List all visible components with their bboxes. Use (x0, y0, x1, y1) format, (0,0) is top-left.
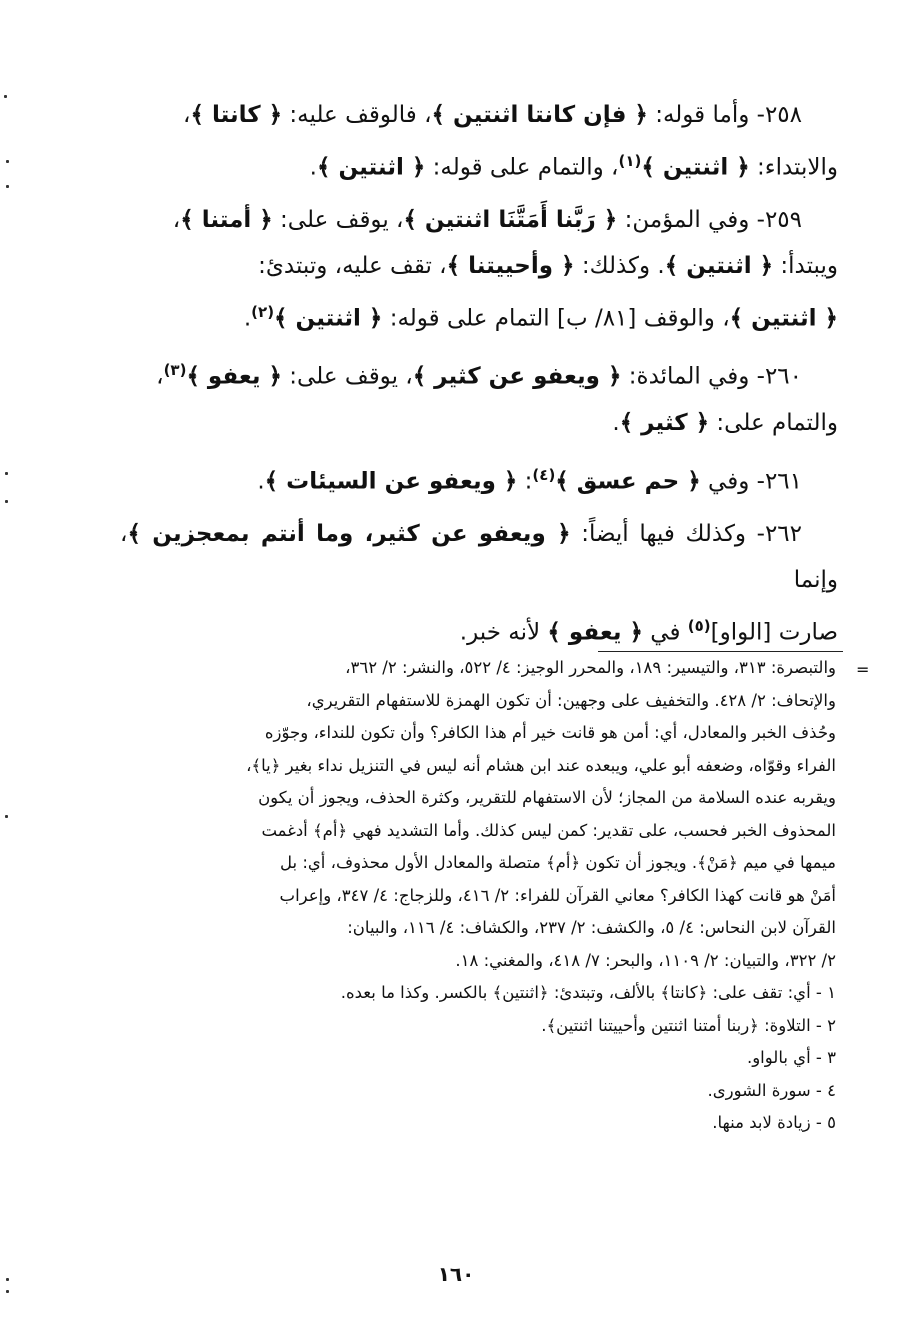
entry-3 (120, 452, 838, 505)
entry-line (120, 347, 838, 400)
quran-quote: ﴿ يعفو ﴾ (186, 363, 282, 390)
scan-speck (5, 472, 8, 475)
footnote-ref: (١) (618, 152, 642, 170)
text-run: : (517, 468, 533, 495)
footnote-line: ٤ - سورة الشورى. (707, 1080, 836, 1100)
scan-speck (5, 815, 8, 818)
main-text (120, 92, 838, 661)
footnote-line: والتبصرة: ٣١٣، والتيسير: ١٨٩، والمحرر الوجيز: ٤/ ٥٢٢، والنشر: ٢/ ٣٦٢، (345, 658, 836, 677)
quran-quote: ﴿ اثنتين ﴾ (729, 305, 838, 332)
quran-quote: ﴿ اثنتين ﴾ (641, 154, 750, 181)
quran-quote: ﴿ أمتنا ﴾ (180, 206, 273, 233)
entry-line (120, 603, 838, 656)
footnote-line: والإتحاف: ٢/ ٤٢٨. والتخفيف على وجهين: أن تكون الهمزة للاستفهام التقريري، (306, 690, 836, 710)
text-run: . (612, 409, 620, 436)
text-run: . وكذلك: (574, 252, 665, 279)
entry-line (120, 511, 838, 603)
footnote-ref: (٥) (687, 616, 711, 635)
text-run: ، والوقف [٨١/ ب] التمام على قوله: (382, 305, 730, 332)
scan-speck (6, 1290, 9, 1293)
footnote-ref: (٤) (532, 465, 556, 484)
quran-quote: ﴿ فإن كانتا اثنتين ﴾ (431, 102, 648, 128)
footnote-line: ويقربه عنده السلامة من المجاز؛ لأن الاستفهام للتقرير، وكثرة الحذف، ويجوز أن يكون (258, 788, 836, 807)
quran-quote: ﴿ حم عسق ﴾ (555, 468, 701, 495)
text-run: . (309, 154, 317, 181)
footnote-line: ٥ - زيادة لابد منها. (712, 1113, 836, 1132)
text-run: والابتداء: (749, 154, 838, 181)
scan-speck (6, 160, 9, 163)
page-number: ١٦٠ (437, 1262, 475, 1286)
footnote-line: وحُذف الخبر والمعادل، أي: أمن هو قانت خير أم هذا الكافر؟ وأن تكون للنداء، وجوّزه (264, 723, 836, 742)
entry-1 (120, 197, 838, 342)
text-run: في (642, 619, 688, 646)
entry-4 (120, 511, 838, 656)
entry-line (120, 197, 838, 243)
footnote-line: الفراء وقوّاه، وضعفه أبو علي، ويبعده عند ابن هشام أنه ليس في التنزيل نداء بغير ﴿يا﴾، (246, 755, 836, 775)
footnote-line: ٣ - أي بالواو. (746, 1048, 836, 1067)
text-run: ، (156, 363, 164, 390)
quran-quote: ﴿ ويعفو عن السيئات ﴾ (264, 468, 518, 495)
text-run: ، وإنما (120, 520, 838, 593)
text-run: ، والتمام على قوله: (425, 154, 619, 181)
entry-line (120, 452, 838, 505)
quran-quote: ﴿ اثنتين ﴾ (316, 154, 426, 181)
footnote-line: المحذوف الخبر فحسب، على تقدير: كمن ليس كذلك. وأما التشديد فهي ﴿أم﴾ أدغمت (261, 820, 836, 840)
text-run: ويبتدأ: (773, 252, 838, 279)
quran-quote: ﴿ اثنتين ﴾ (274, 305, 383, 332)
footnote-line: أمَنْ هو قانت كهذا الكافر؟ معاني القرآن للفراء: ٢/ ٤١٦، وللزجاج: ٤/ ٣٤٧، وإعراب (279, 885, 836, 905)
entry-line (120, 92, 838, 138)
scan-speck (4, 95, 7, 98)
quran-quote: ﴿ ويعفو عن كثير ﴾ (412, 363, 622, 390)
scan-speck (5, 500, 8, 503)
entry-2 (120, 347, 838, 446)
text-run: . (243, 305, 252, 332)
quran-quote: ﴿ اثنتين ﴾ (664, 252, 774, 279)
quran-quote: ﴿ كثير ﴾ (619, 409, 710, 436)
text-run: ٢٦١- وفي (700, 468, 802, 495)
footnote-line: القرآن لابن النحاس: ٤/ ٥، والكشف: ٢/ ٢٣٧، والكشاف: ٤/ ١١٦، والبيان: (347, 918, 836, 937)
footnote-line: ٢/ ٣٢٢، والتبيان: ٢/ ١١٠٩، والبحر: ٧/ ٤١٨، والمغني: ١٨. (455, 950, 836, 970)
quran-quote: ﴿ كانتا ﴾ (190, 102, 283, 128)
text-run: ، يوقف على: (272, 206, 404, 233)
text-run: والتمام على: (709, 409, 838, 436)
text-run: ، تقف عليه، وتبتدئ: (258, 252, 447, 279)
text-run: لأنه خبر. (459, 619, 548, 646)
text-run: ٢٦٢- وكذلك فيها أيضاً: (570, 520, 803, 547)
text-run: ٢٦٠- وفي المائدة: (621, 363, 802, 390)
footnote-line: ٢ - التلاوة: ﴿ربنا أمتنا اثنتين وأحييتنا اثنتين﴾. (541, 1015, 836, 1035)
footnote-ref: (٣) (163, 361, 187, 380)
text-run: . (257, 468, 265, 495)
quran-quote: ﴿ رَبَّنا أَمَتَّنَا اثنتين ﴾ (403, 206, 618, 233)
entry-line (120, 400, 838, 446)
entry-line (120, 289, 838, 342)
text-run: ، يوقف على: (282, 363, 413, 390)
text-run: ٢٥٩- وفي المؤمن: (617, 206, 802, 233)
entry-0 (120, 92, 838, 191)
text-run: ، (183, 102, 191, 128)
continuation-mark: = (856, 660, 870, 679)
text-run: ٢٥٨- وأما قوله: (647, 102, 802, 128)
footnote-line: ١ - أي: تقف على: ﴿كانتا﴾ بالألف، وتبتدئ: ﴿اثنتين﴾ بالكسر. وكذا ما بعده. (340, 983, 836, 1002)
entry-line (120, 138, 838, 191)
footnotes (128, 652, 836, 1140)
scan-speck (6, 1278, 9, 1281)
text-run: صارت [الواو] (710, 619, 838, 646)
footnote-ref: (٢) (251, 302, 275, 321)
quran-quote: ﴿ ويعفو عن كثير، وما أنتم بمعجزين ﴾ (127, 520, 571, 547)
footnote-line: ميمها في ميم ﴿مَنْ﴾. ويجوز أن تكون ﴿أم﴾ متصلة والمعادل الأول محذوف، أي: بل (280, 853, 836, 872)
quran-quote: ﴿ يعفو ﴾ (547, 619, 643, 646)
text-run: ، (172, 206, 181, 233)
text-run: ، فالوقف عليه: (282, 102, 432, 128)
scan-speck (6, 185, 9, 188)
quran-quote: ﴿ وأحييتنا ﴾ (446, 252, 575, 279)
entry-line (120, 243, 838, 289)
